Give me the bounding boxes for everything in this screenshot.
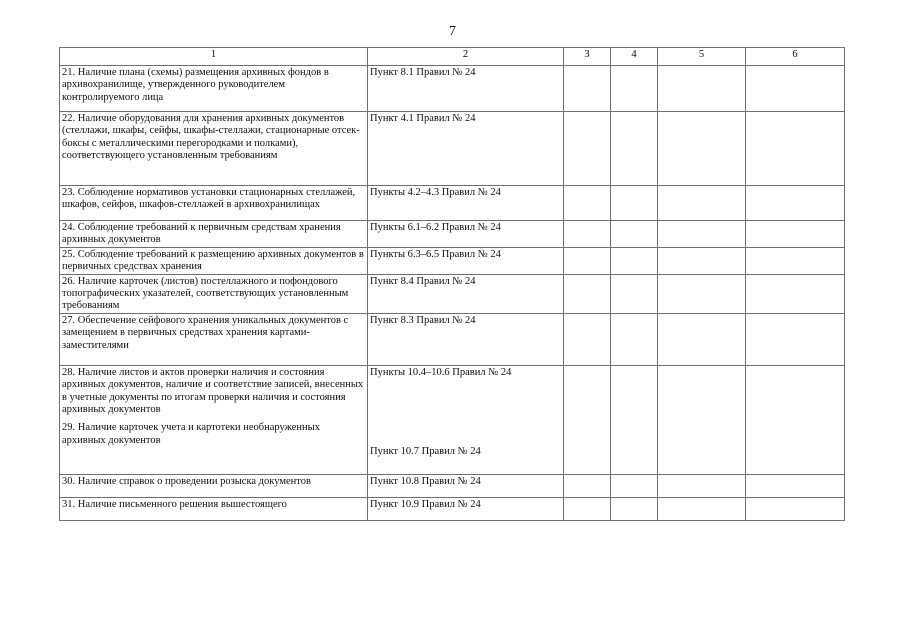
answer-cell[interactable] — [658, 497, 746, 520]
answer-cell[interactable] — [611, 474, 658, 497]
column-header-5: 5 — [658, 48, 746, 66]
answer-cell[interactable] — [658, 247, 746, 274]
reference-cell: Пункт 10.9 Правил № 24 — [368, 497, 564, 520]
answer-cell[interactable] — [564, 247, 611, 274]
table-row — [60, 221, 845, 248]
table-row — [60, 186, 845, 221]
requirement-cell — [60, 365, 368, 474]
reference-cell: Пункт 10.8 Правил № 24 — [368, 474, 564, 497]
requirement-cell: 24. Соблюдение требований к первичным средствам хранения архивных документов — [60, 221, 368, 248]
reference-cell: Пункт 8.1 Правил № 24 — [368, 66, 564, 112]
answer-cell[interactable] — [564, 66, 611, 112]
notes-cell[interactable] — [746, 66, 845, 112]
answer-cell[interactable] — [564, 112, 611, 186]
requirement-cell: 25. Соблюдение требований к размещению архивных документов в первичных средствах хранения — [60, 247, 368, 274]
reference-cell: Пункты 6.3–6.5 Правил № 24 — [368, 247, 564, 274]
table-row — [60, 313, 845, 365]
checklist-table — [59, 47, 845, 521]
notes-cell[interactable] — [746, 221, 845, 248]
reference-cell: Пункт 8.3 Правил № 24 — [368, 313, 564, 365]
answer-cell[interactable] — [611, 365, 658, 474]
reference-cell: Пункты 4.2–4.3 Правил № 24 — [368, 186, 564, 221]
page-number: 7 — [449, 24, 456, 39]
column-header-1: 1 — [60, 48, 368, 66]
answer-cell[interactable] — [611, 66, 658, 112]
requirement-29-text: 29. Наличие карточек учета и картотеки необнаруженных архивных документов — [62, 422, 320, 446]
answer-cell[interactable] — [611, 313, 658, 365]
notes-cell[interactable] — [746, 186, 845, 221]
answer-cell[interactable] — [564, 313, 611, 365]
answer-cell[interactable] — [658, 221, 746, 248]
answer-cell[interactable] — [611, 186, 658, 221]
notes-cell[interactable] — [746, 365, 845, 474]
answer-cell[interactable] — [658, 186, 746, 221]
answer-cell[interactable] — [564, 365, 611, 474]
table-row — [60, 497, 845, 520]
answer-cell[interactable] — [564, 274, 611, 313]
column-header-4: 4 — [611, 48, 658, 66]
table-row — [60, 66, 845, 112]
answer-cell[interactable] — [611, 112, 658, 186]
table-row — [60, 112, 845, 186]
answer-cell[interactable] — [658, 112, 746, 186]
answer-cell[interactable] — [611, 221, 658, 248]
notes-cell[interactable] — [746, 474, 845, 497]
answer-cell[interactable] — [658, 313, 746, 365]
table-row — [60, 274, 845, 313]
answer-cell[interactable] — [564, 474, 611, 497]
answer-cell[interactable] — [564, 186, 611, 221]
answer-cell[interactable] — [611, 247, 658, 274]
answer-cell[interactable] — [658, 365, 746, 474]
reference-cell — [368, 365, 564, 474]
requirement-cell: 31. Наличие письменного решения вышестоящего — [60, 497, 368, 520]
answer-cell[interactable] — [658, 274, 746, 313]
notes-cell[interactable] — [746, 497, 845, 520]
requirement-cell: 22. Наличие оборудования для хранения архивных документов (стеллажи, шкафы, сейфы, шкафы-стеллажи, стационарные отсек-боксы с металлическими перегородками и полками), соответствующего установленным требованиям — [60, 112, 368, 186]
reference-cell: Пункты 6.1–6.2 Правил № 24 — [368, 221, 564, 248]
notes-cell[interactable] — [746, 274, 845, 313]
requirement-cell: 21. Наличие плана (схемы) размещения архивных фондов в архивохранилище, утвержденного руководителем контролируемого лица — [60, 66, 368, 112]
table-row — [60, 365, 845, 474]
reference-cell: Пункт 4.1 Правил № 24 — [368, 112, 564, 186]
column-header-6: 6 — [746, 48, 845, 66]
requirement-28-text: 28. Наличие листов и актов проверки наличия и состояния архивных документов, наличие и соответствие записей, внесенных в учетные документы по итогам проверки наличия и состояния архивных документов — [62, 366, 364, 416]
requirement-cell: 23. Соблюдение нормативов установки стационарных стеллажей, шкафов, сейфов, шкафов-стеллажей в архивохранилищах — [60, 186, 368, 221]
table-row — [60, 474, 845, 497]
requirement-cell: 30. Наличие справок о проведении розыска документов — [60, 474, 368, 497]
column-header-3: 3 — [564, 48, 611, 66]
notes-cell[interactable] — [746, 112, 845, 186]
table-row — [60, 247, 845, 274]
notes-cell[interactable] — [746, 247, 845, 274]
table-header-row — [60, 48, 845, 66]
answer-cell[interactable] — [658, 474, 746, 497]
answer-cell[interactable] — [611, 497, 658, 520]
reference-29-text: Пункт 10.7 Правил № 24 — [370, 446, 481, 458]
notes-cell[interactable] — [746, 313, 845, 365]
column-header-2: 2 — [368, 48, 564, 66]
answer-cell[interactable] — [564, 497, 611, 520]
answer-cell[interactable] — [658, 66, 746, 112]
answer-cell[interactable] — [611, 274, 658, 313]
answer-cell[interactable] — [564, 221, 611, 248]
requirement-cell: 26. Наличие карточек (листов) постеллажного и пофондового топографических указателей, соответствующих установленным требованиям — [60, 274, 368, 313]
requirement-cell: 27. Обеспечение сейфового хранения уникальных документов с замещением в первичных средствах хранения картами-заместителями — [60, 313, 368, 365]
reference-cell: Пункт 8.4 Правил № 24 — [368, 274, 564, 313]
reference-28-text: Пункты 10.4–10.6 Правил № 24 — [370, 366, 512, 378]
